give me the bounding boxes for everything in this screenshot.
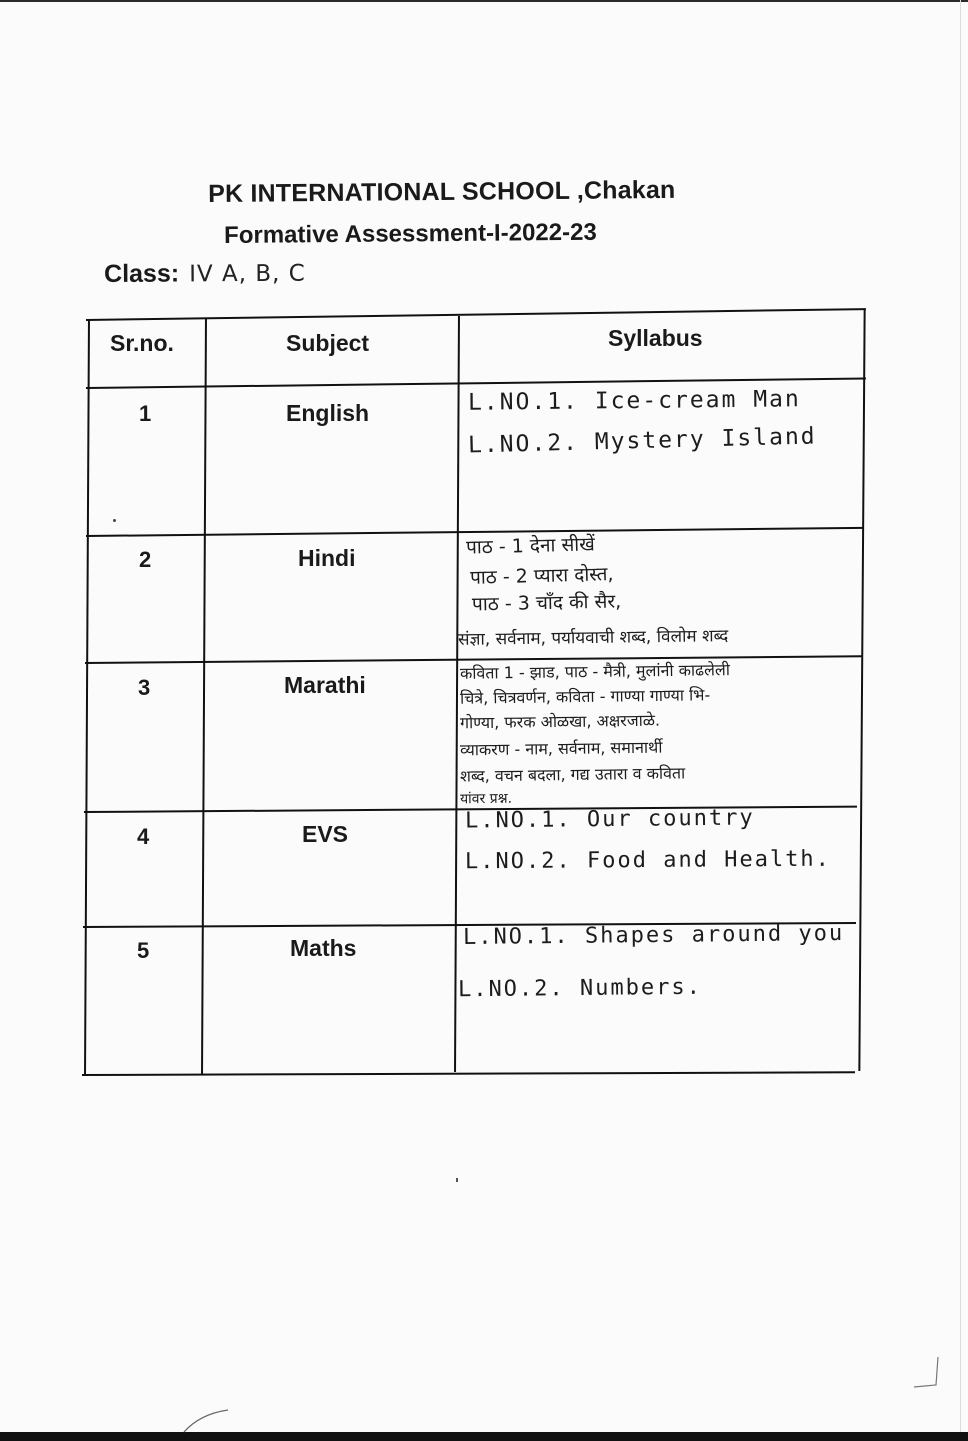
row-subject: English [286,400,370,426]
syllabus-line: L.NO.2. Food and Health. [464,846,831,875]
row-number: 3 [138,675,151,700]
syllabus-line: L.NO.1. Shapes around you [462,921,845,950]
class-label: Class: [104,259,180,288]
column-header-srno: Sr.no. [110,330,174,356]
school-name: PK INTERNATIONAL SCHOOL ,Chakan [208,175,676,208]
syllabus-line: यांवर प्रश्न. [459,790,513,808]
scan-edge-mark [900,1355,950,1395]
column-header-subject: Subject [286,330,370,356]
class-value: IV A, B, C [189,260,306,288]
syllabus-line: शब्द, वचन बदला, गद्य उतारा व कविता [459,763,686,786]
syllabus-line: कविता 1 - झाड, पाठ - मैत्री, मुलांनी काढलेली [459,660,731,683]
syllabus-line: व्याकरण - नाम, सर्वनाम, समानार्थी [459,737,663,760]
syllabus-line: L.NO.1. Ice-cream Man [467,386,801,416]
scan-pen-stroke [180,1404,240,1434]
row-number: 2 [139,547,152,572]
table-rule [858,309,865,1071]
row-subject: Maths [290,935,357,961]
syllabus-line: चित्रे, चित्रवर्णन, कविता - गाण्या गाण्या भि- [459,685,711,708]
table-rule [84,319,90,1075]
syllabus-line: L.NO.2. Mystery Island [467,423,817,459]
table-rule [201,318,207,1074]
syllabus-line: L.NO.2. Numbers. [457,974,703,1003]
table-rule [86,308,866,321]
syllabus-line: गोण्या, फरक ओळखा, अक्षरजाळे. [459,710,661,733]
syllabus-line: पाठ - 2 प्यारा दोस्त, [469,563,614,589]
row-subject: Marathi [284,672,366,698]
syllabus-line: पाठ - 1 देना सीखें [465,533,596,559]
column-header-syllabus: Syllabus [608,325,703,351]
assessment-title: Formative Assessment-I-2022-23 [224,218,597,249]
table-rule [82,1071,855,1076]
row-subject: Hindi [298,545,356,571]
scan-speck [113,519,116,522]
row-number: 5 [137,938,150,963]
syllabus-line: L.NO.1. Our country [464,805,755,834]
row-number: 1 [139,401,152,426]
syllabus-line: संज्ञा, सर्वनाम, पर्यायवाची शब्द, विलोम शब्द [457,626,729,650]
row-number: 4 [137,824,150,849]
syllabus-line: पाठ - 3 चाँद की सैर, [471,590,622,616]
scan-speck [456,1178,458,1182]
row-subject: EVS [302,821,349,847]
